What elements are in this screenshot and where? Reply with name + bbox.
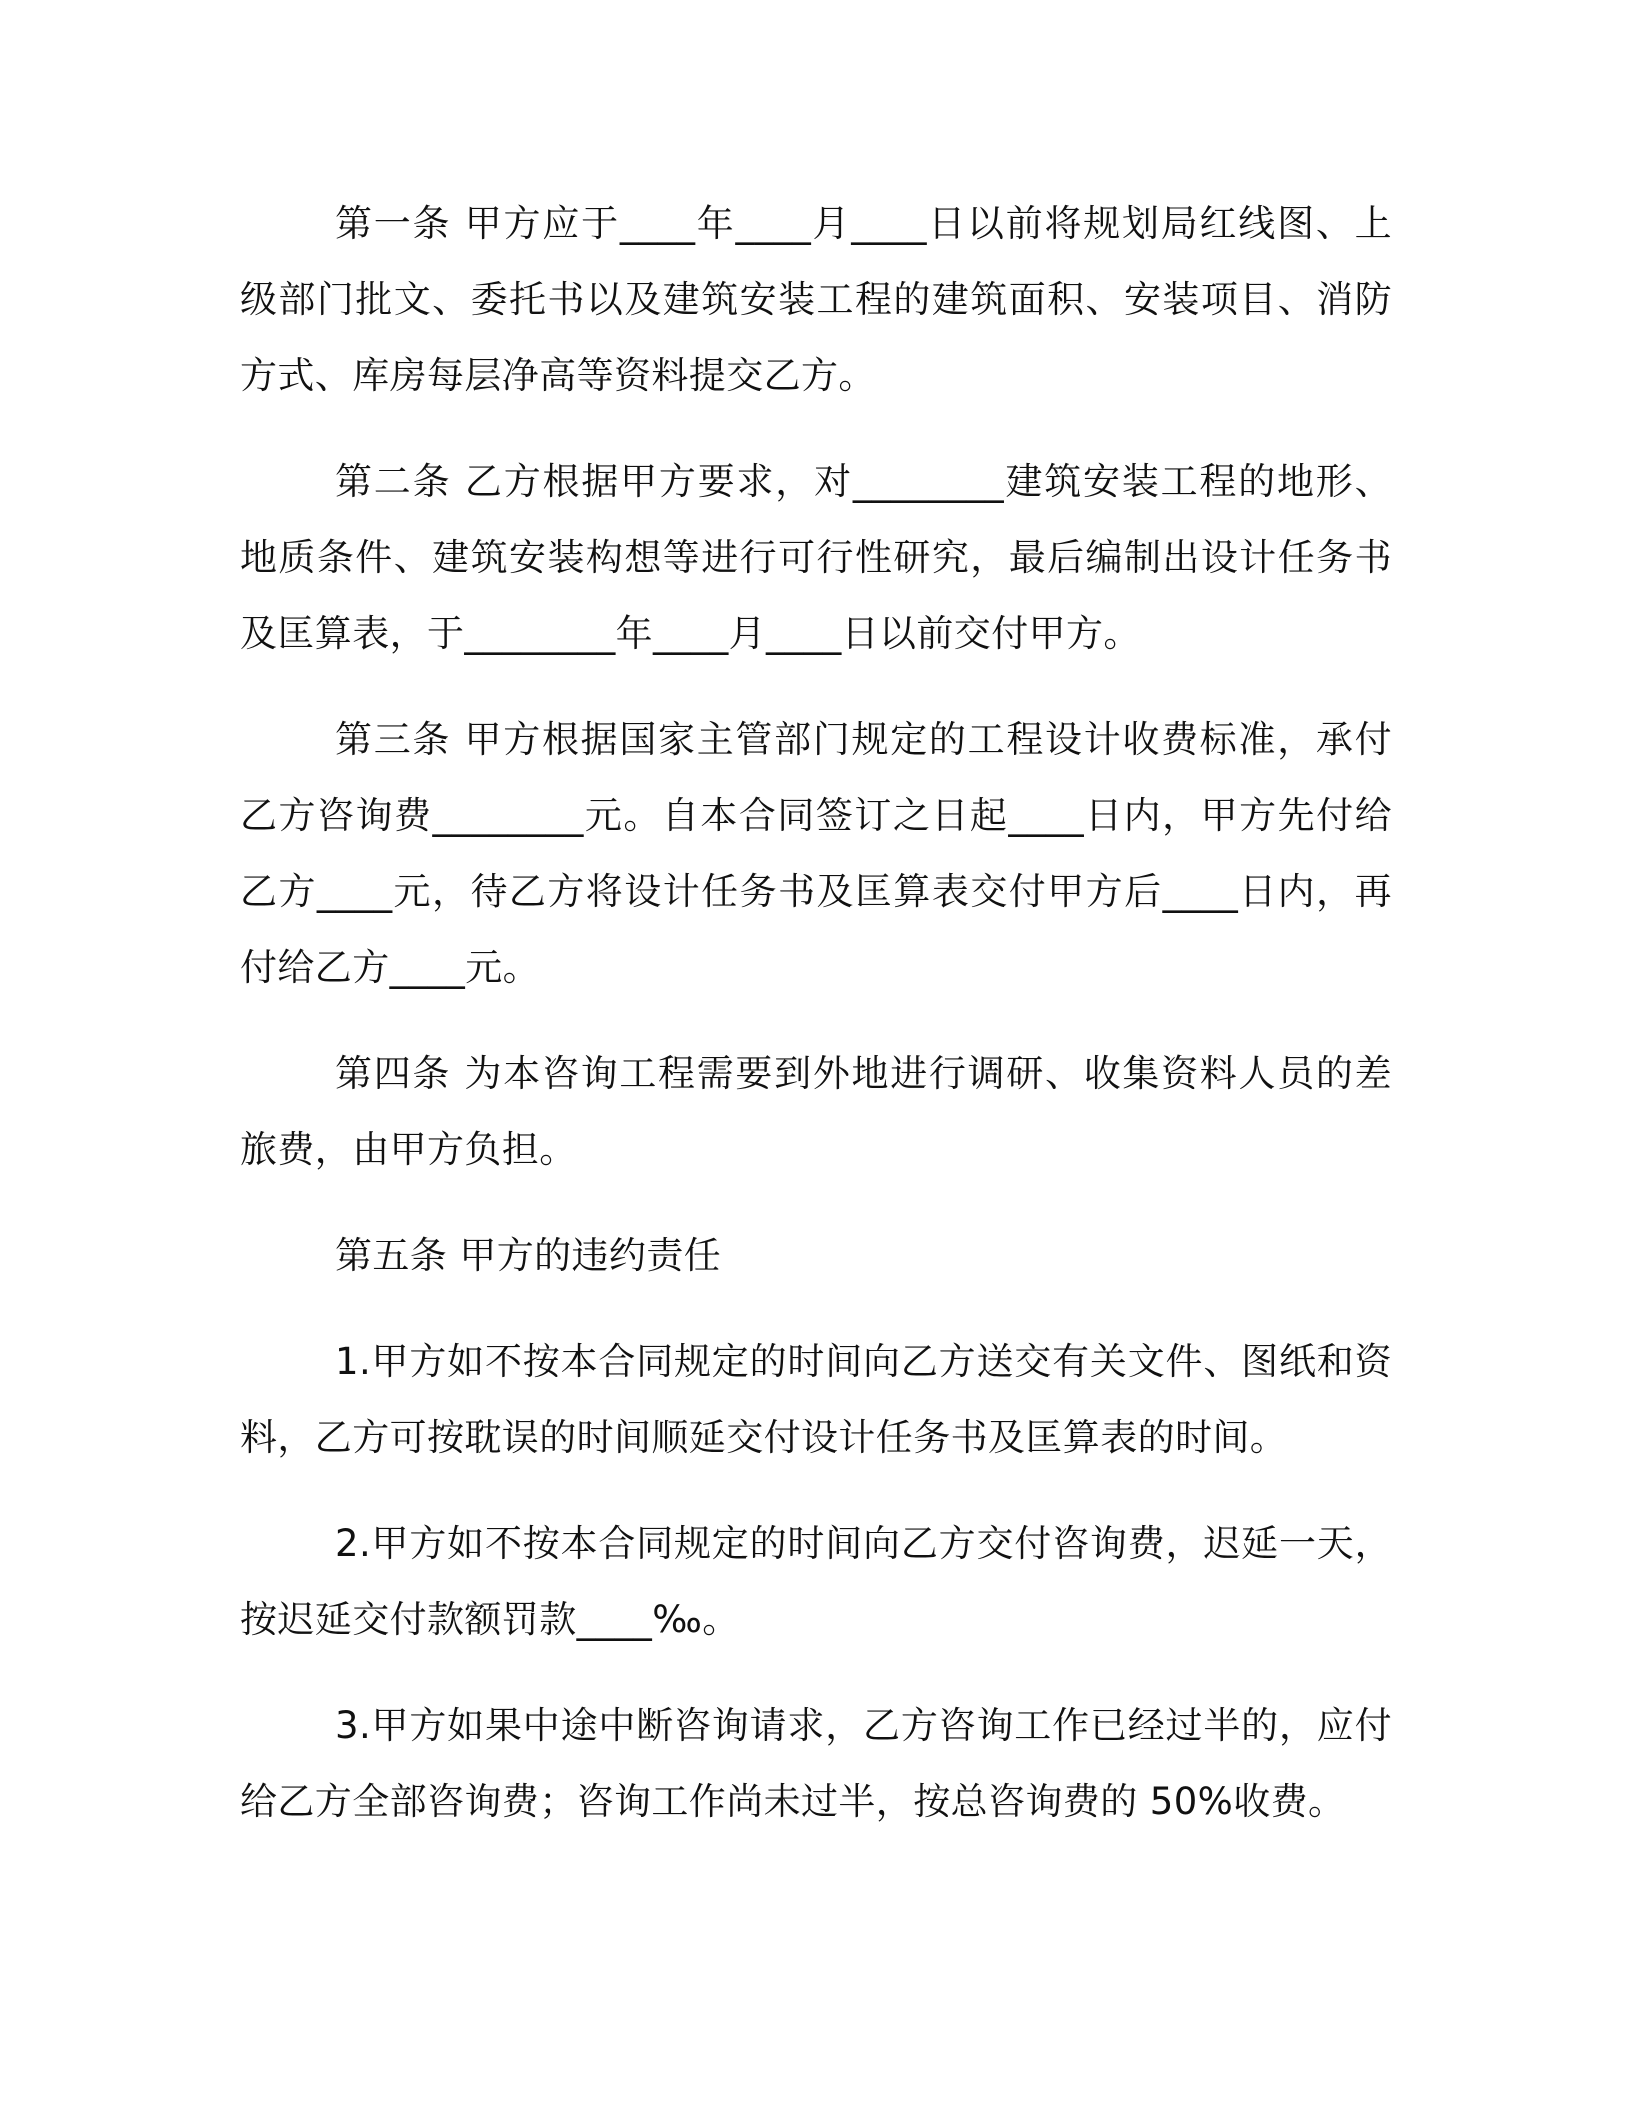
article-3-paragraph: 第三条 甲方根据国家主管部门规定的工程设计收费标准，承付乙方咨询费________元。自本合同签订之日起____日内，甲方先付给乙方____元，待乙方将设计任务书及匡算表交付甲方后____日内，再付给乙方____元。 [240,718,1392,989]
article-5-item-3: 3.甲方如果中途中断咨询请求，乙方咨询工作已经过半的，应付给乙方全部咨询费；咨询工作尚未过半，按总咨询费的 50%收费。 [240,1704,1392,1823]
article-5-item-1: 1.甲方如不按本合同规定的时间向乙方送交有关文件、图纸和资料，乙方可按耽误的时间顺延交付设计任务书及匡算表的时间。 [240,1340,1392,1459]
article-4-paragraph: 第四条 为本咨询工程需要到外地进行调研、收集资料人员的差旅费，由甲方负担。 [240,1052,1392,1171]
article-5-item-2: 2.甲方如不按本合同规定的时间向乙方交付咨询费，迟延一天，按迟延交付款额罚款____‰。 [240,1522,1392,1641]
article-2-paragraph: 第二条 乙方根据甲方要求，对________建筑安装工程的地形、地质条件、建筑安装构想等进行可行性研究，最后编制出设计任务书及匡算表，于________年____月____日以前交付甲方。 [240,460,1392,655]
article-5-heading: 第五条 甲方的违约责任 [335,1234,722,1277]
article-1-paragraph: 第一条 甲方应于____年____月____日以前将规划局红线图、上级部门批文、委托书以及建筑安装工程的建筑面积、安装项目、消防方式、库房每层净高等资料提交乙方。 [240,202,1392,397]
